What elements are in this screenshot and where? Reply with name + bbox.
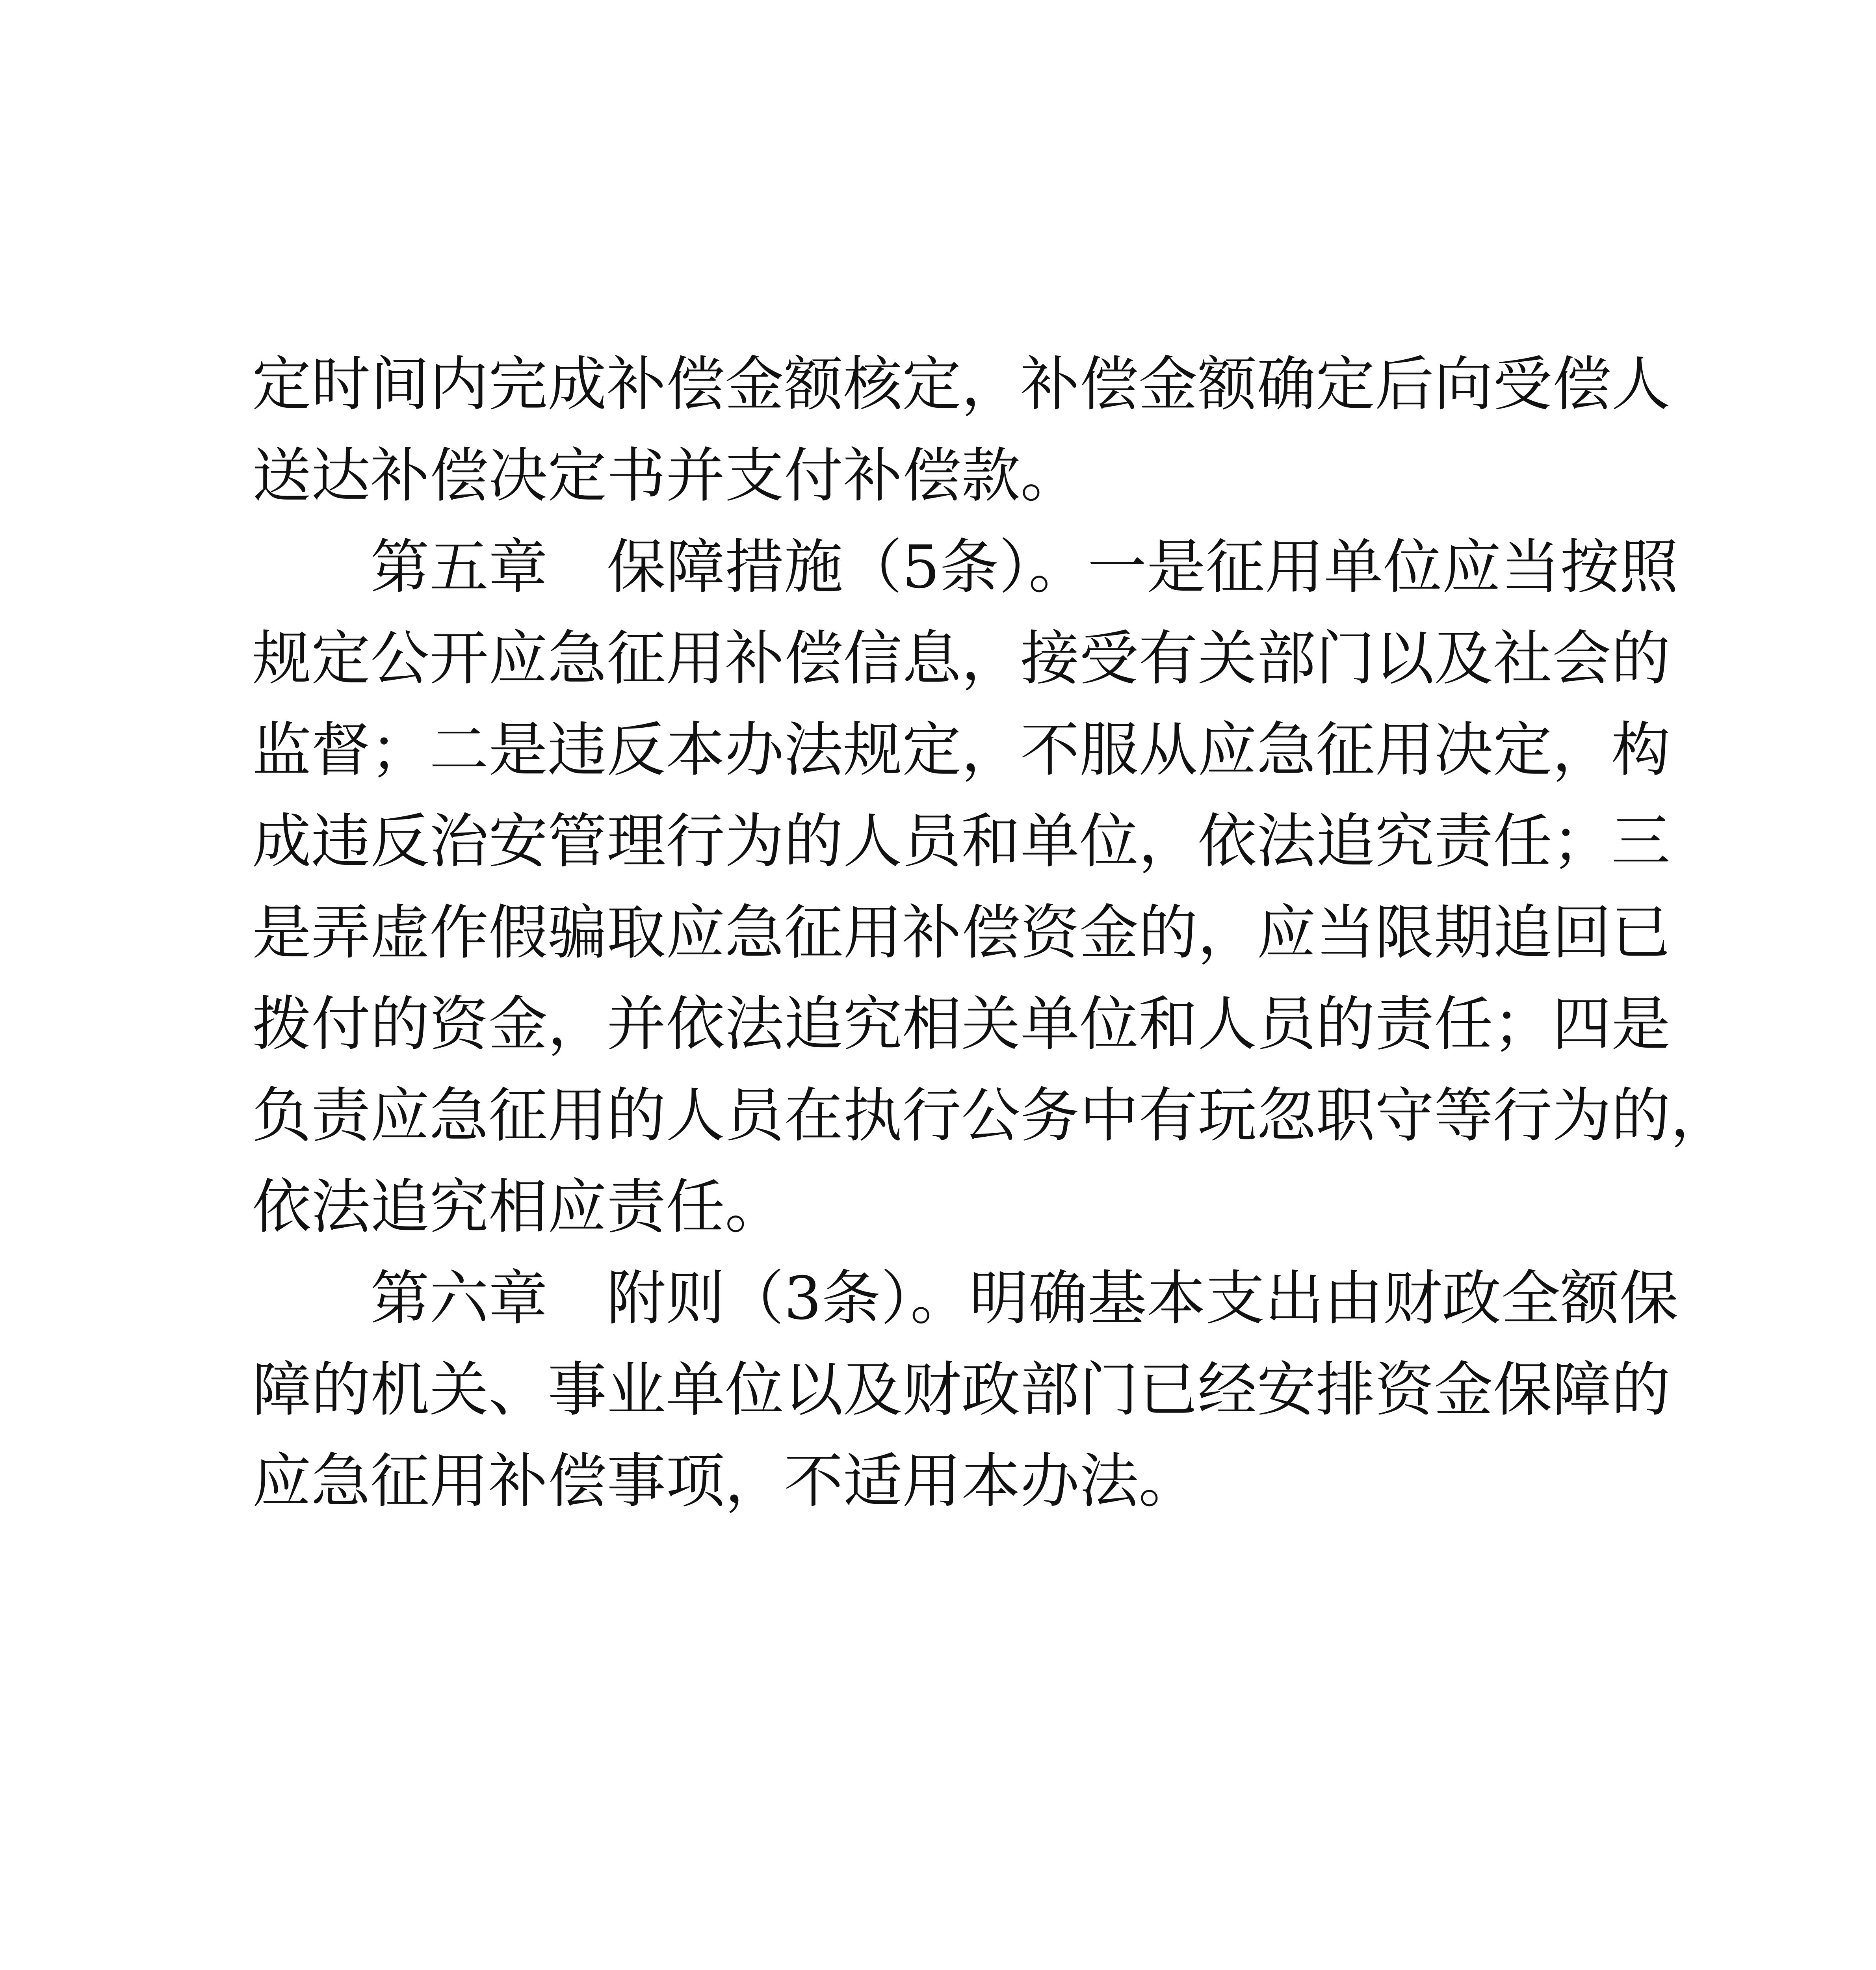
text-line: 障的机关、事业单位以及财政部门已经安排资金保障的 bbox=[252, 1356, 1671, 1424]
paragraph-chapter-5 bbox=[252, 522, 1730, 1253]
text-line: 应急征用补偿事项，不适用本办法。 bbox=[252, 1447, 1198, 1516]
text-line: 定时间内完成补偿金额核定，补偿金额确定后向受偿人 bbox=[252, 350, 1671, 419]
text-line: 规定公开应急征用补偿信息，接受有关部门以及社会的 bbox=[252, 624, 1671, 693]
text-line: 监督；二是违反本办法规定，不服从应急征用决定，构 bbox=[252, 716, 1671, 784]
body-text bbox=[252, 339, 1730, 1527]
text-line: 第五章 保障措施（5条）。一是征用单位应当按照 bbox=[370, 533, 1679, 602]
text-line: 成违反治安管理行为的人员和单位，依法追究责任；三 bbox=[252, 807, 1671, 876]
text-line: 拨付的资金，并依法追究相关单位和人员的责任；四是 bbox=[252, 990, 1671, 1059]
text-line: 第六章 附则（3条）。明确基本支出由财政全额保 bbox=[370, 1264, 1679, 1333]
text-line: 依法追究相应责任。 bbox=[252, 1173, 784, 1241]
text-line: 送达补偿决定书并支付补偿款。 bbox=[252, 442, 1080, 510]
paragraph-chapter-6 bbox=[252, 1253, 1679, 1527]
paragraph-1 bbox=[252, 339, 1671, 522]
text-line: 是弄虚作假骗取应急征用补偿资金的，应当限期追回已 bbox=[252, 899, 1671, 967]
text-line: 负责应急征用的人员在执行公务中有玩忽职守等行为的， bbox=[252, 1082, 1730, 1150]
